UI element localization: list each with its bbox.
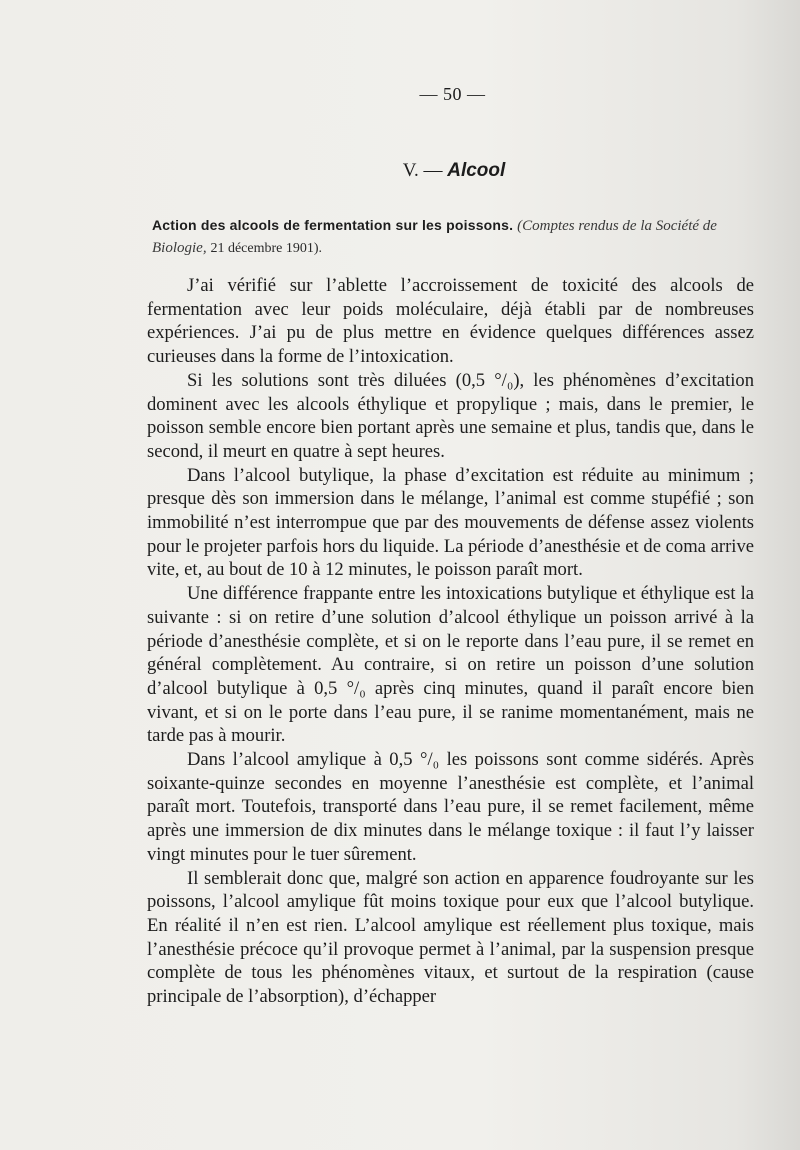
paragraph: Il semblerait donc que, malgré son action en apparence foudroyante sur les poissons, l’alcool amylique fût moins toxique pour eux que l’alcool butylique. En réalité il n’en est rien. L’alcool amylique est réellement plus toxique, mais l’anesthésie précoce qu’il provoque permet à l’animal, par la suspension presque complète de tous les phénomènes vitaux, et surtout de la respiration (cause principale de l’absorption), d’échapper — [147, 867, 754, 1008]
article-heading: Action des alcools de fermentation sur les poissons. — [152, 217, 514, 233]
paragraph: Dans l’alcool amylique à 0,5 °/₀ les poissons sont comme sidérés. Après soixante-quinze secondes en moyenne l’anesthésie est complète, et l’animal paraît mort. Toutefois, transporté dans l’eau pure, il se remet facilement, même après une immersion de dix minutes dans le mélange toxique : il faut l’y laisser vingt minutes pour le tuer sûrement. — [147, 749, 754, 865]
chapter-heading — [0, 160, 800, 182]
paragraph: Dans l’alcool butylique, la phase d’excitation est réduite au minimum ; presque dès son immersion dans le mélange, l’animal est comme stupéfié ; son immobilité n’est interrompue que par des mouvements de défense assez violents pour le projeter parfois hors du liquide. La période d’anesthésie et de coma arrive vite, et, au bout de 10 à 12 minutes, le poisson paraît mort. — [147, 464, 754, 581]
paragraph: J’ai vérifié sur l’ablette l’accroissement de toxicité des alcools de fermentation avec leur poids moléculaire, déjà établi par de nombreuses expériences. J’ai pu de plus mettre en évidence quelques différences assez curieuses dans la forme de l’intoxication. — [147, 275, 754, 368]
chapter-title: Alcool — [447, 160, 506, 181]
chapter-number: V. — — [402, 160, 448, 181]
page-number: — 50 — — [419, 84, 486, 104]
article-reference: (Comptes rendus de la Société de Biologie, — [152, 218, 717, 256]
article-header — [152, 214, 752, 260]
paragraph: Si les solutions sont très diluées (0,5 °/₀), les phénomènes d’excitation dominent avec les alcools éthylique et propylique ; mais, dans le premier, le poisson semble encore bien portant après une semaine et plus, tandis que, dans le second, il meurt en quatre à sept heures. — [147, 369, 754, 462]
paragraph: Une différence frappante entre les intoxications butylique et éthylique est la suivante : si on retire d’une solution d’alcool éthylique un poisson arrivé à la période d’anesthésie complète, et si on le reporte dans l’eau pure, il se remet en général complètement. Au contraire, si on retire un poisson d’une solution d’alcool butylique à 0,5 °/₀ après cinq minutes, quand il paraît encore bien vivant, et si on le porte dans l’eau pure, il se ranime momentanément, mais ne tarde pas à mourir. — [147, 583, 754, 747]
body-text — [147, 274, 754, 1009]
article-reference-date: 21 décembre 1901). — [210, 241, 323, 256]
